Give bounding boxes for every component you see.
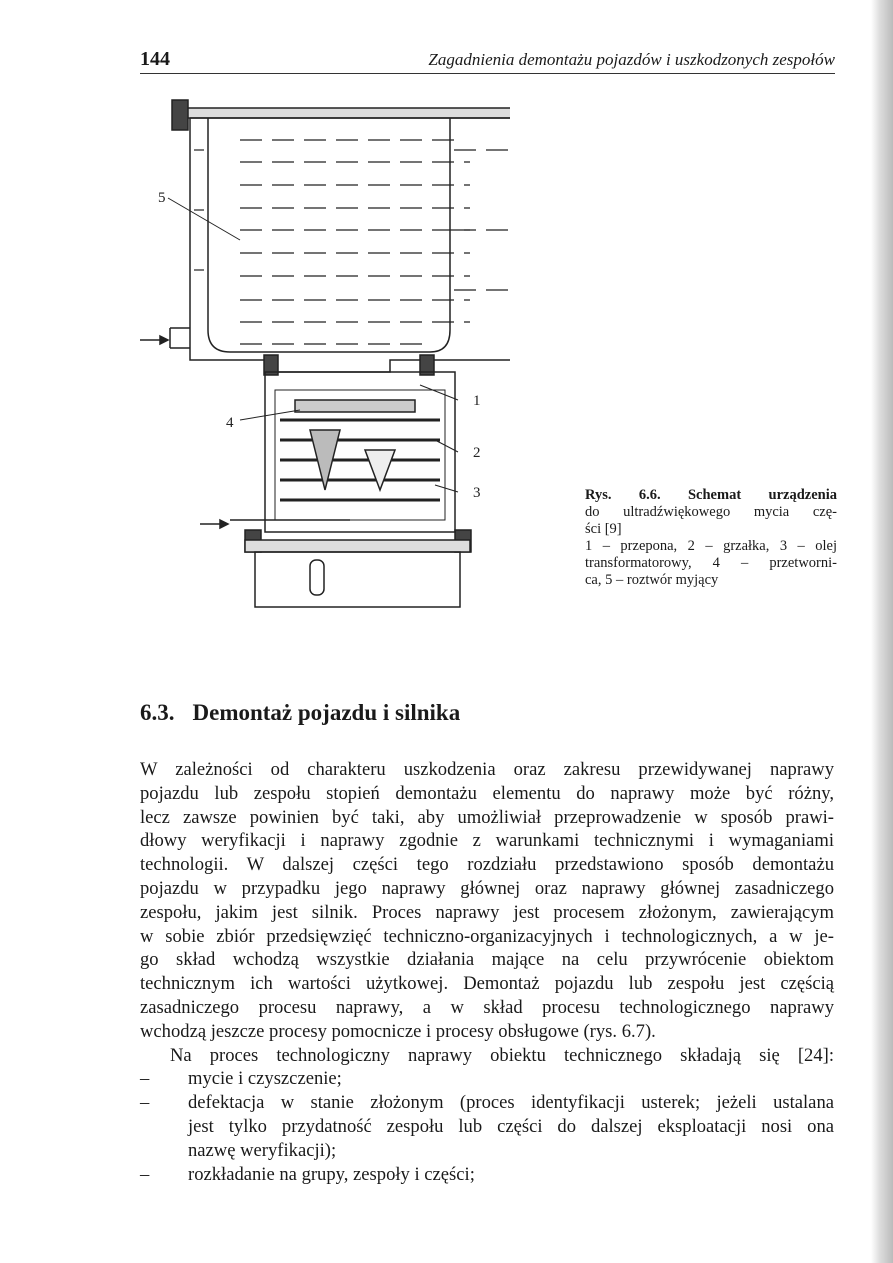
label-3: 3 [473, 485, 481, 501]
body-text [140, 758, 834, 1186]
label-2: 2 [473, 445, 481, 461]
list-item [140, 1163, 834, 1187]
caption-legend-line: ca, 5 – roztwór myjący [585, 572, 719, 588]
text-line: go skład wchodzą wszystkie działania mające na celu przywrócenie obiektom [140, 949, 834, 971]
page-edge-shadow [871, 0, 893, 1263]
text-line: zasadniczego procesu naprawy, a w skład procesu technologicznego naprawy [140, 996, 834, 1018]
figure-caption [585, 487, 837, 589]
running-title: Zagadnienia demontażu pojazdów i uszkodzonych zespołów [428, 50, 835, 69]
text-line: technologii. W dalszej części tego rozdziału przedstawiono sposób demontażu [140, 854, 834, 876]
label-1: 1 [473, 393, 481, 409]
text-line: wchodzą jeszcze procesy pomocnicze i procesy obsługowe (rys. 6.7). [140, 1020, 656, 1042]
caption-title: Rys. 6.6. Schemat urządzenia [585, 487, 837, 503]
caption-line: do ultradźwiękowego mycia czę- [585, 504, 837, 520]
text-line: mycie i czyszczenie; [188, 1068, 342, 1090]
list-item [140, 1091, 834, 1162]
section-title: Demontaż pojazdu i silnika [192, 700, 461, 725]
section-heading [140, 700, 460, 726]
paragraph-2: Na proces technologiczny naprawy obiektu technicznego składają się [24]: [170, 1044, 834, 1066]
text-line: defektacja w stanie złożonym (proces identyfikacji usterek; jeżeli ustalana [188, 1092, 834, 1114]
header-rule [140, 73, 835, 74]
list-bullet: – [140, 1163, 150, 1185]
caption-line: ści [9] [585, 521, 622, 537]
text-line: W zależności od charakteru uszkodzenia oraz zakresu przewidywanej naprawy [140, 759, 834, 780]
text-line: jest tylko przydatność zespołu lub części do dalszej eksploatacji nosi ona [188, 1115, 834, 1137]
label-5: 5 [158, 190, 166, 206]
label-4: 4 [226, 415, 234, 431]
text-line: rozkładanie na grupy, zespoły i części; [188, 1163, 475, 1185]
ultrasonic-washer-diagram [130, 90, 510, 615]
page-number: 144 [140, 48, 170, 70]
caption-legend-line: 1 – przepona, 2 – grzałka, 3 – olej [585, 538, 837, 554]
list-item [140, 1067, 834, 1091]
section-number: 6.3. [140, 700, 175, 725]
text-line: dłowy weryfikacji i naprawy zgodnie z warunkami technicznymi i wymaganiami [140, 830, 834, 852]
list-bullet: – [140, 1068, 150, 1090]
text-line: technicznym ich wartości użytkowej. Demontaż pojazdu lub zespołu jest częścią [140, 973, 834, 995]
caption-legend-line: transformatorowy, 4 – przetworni- [585, 555, 837, 571]
text-line: pojazdu lub zespołu stopień demontażu elementu do naprawy może być różny, [140, 782, 834, 804]
text-line: zespołu, jakim jest silnik. Proces naprawy jest procesem złożonym, zawierającym [140, 901, 834, 923]
paragraph-1 [140, 758, 834, 1044]
text-line: pojazdu w przypadku jego naprawy głównej oraz naprawy głównej zasadniczego [140, 877, 834, 899]
text-line: nazwę weryfikacji); [188, 1139, 337, 1161]
text-line: w sobie zbiór przedsięwzięć techniczno-organizacyjnych i technologicznych, a w je- [140, 925, 834, 947]
text-line: lecz zawsze powinien być taki, aby umożliwiał przeprowadzenie w sposób prawi- [140, 806, 834, 828]
list-bullet: – [140, 1092, 150, 1114]
